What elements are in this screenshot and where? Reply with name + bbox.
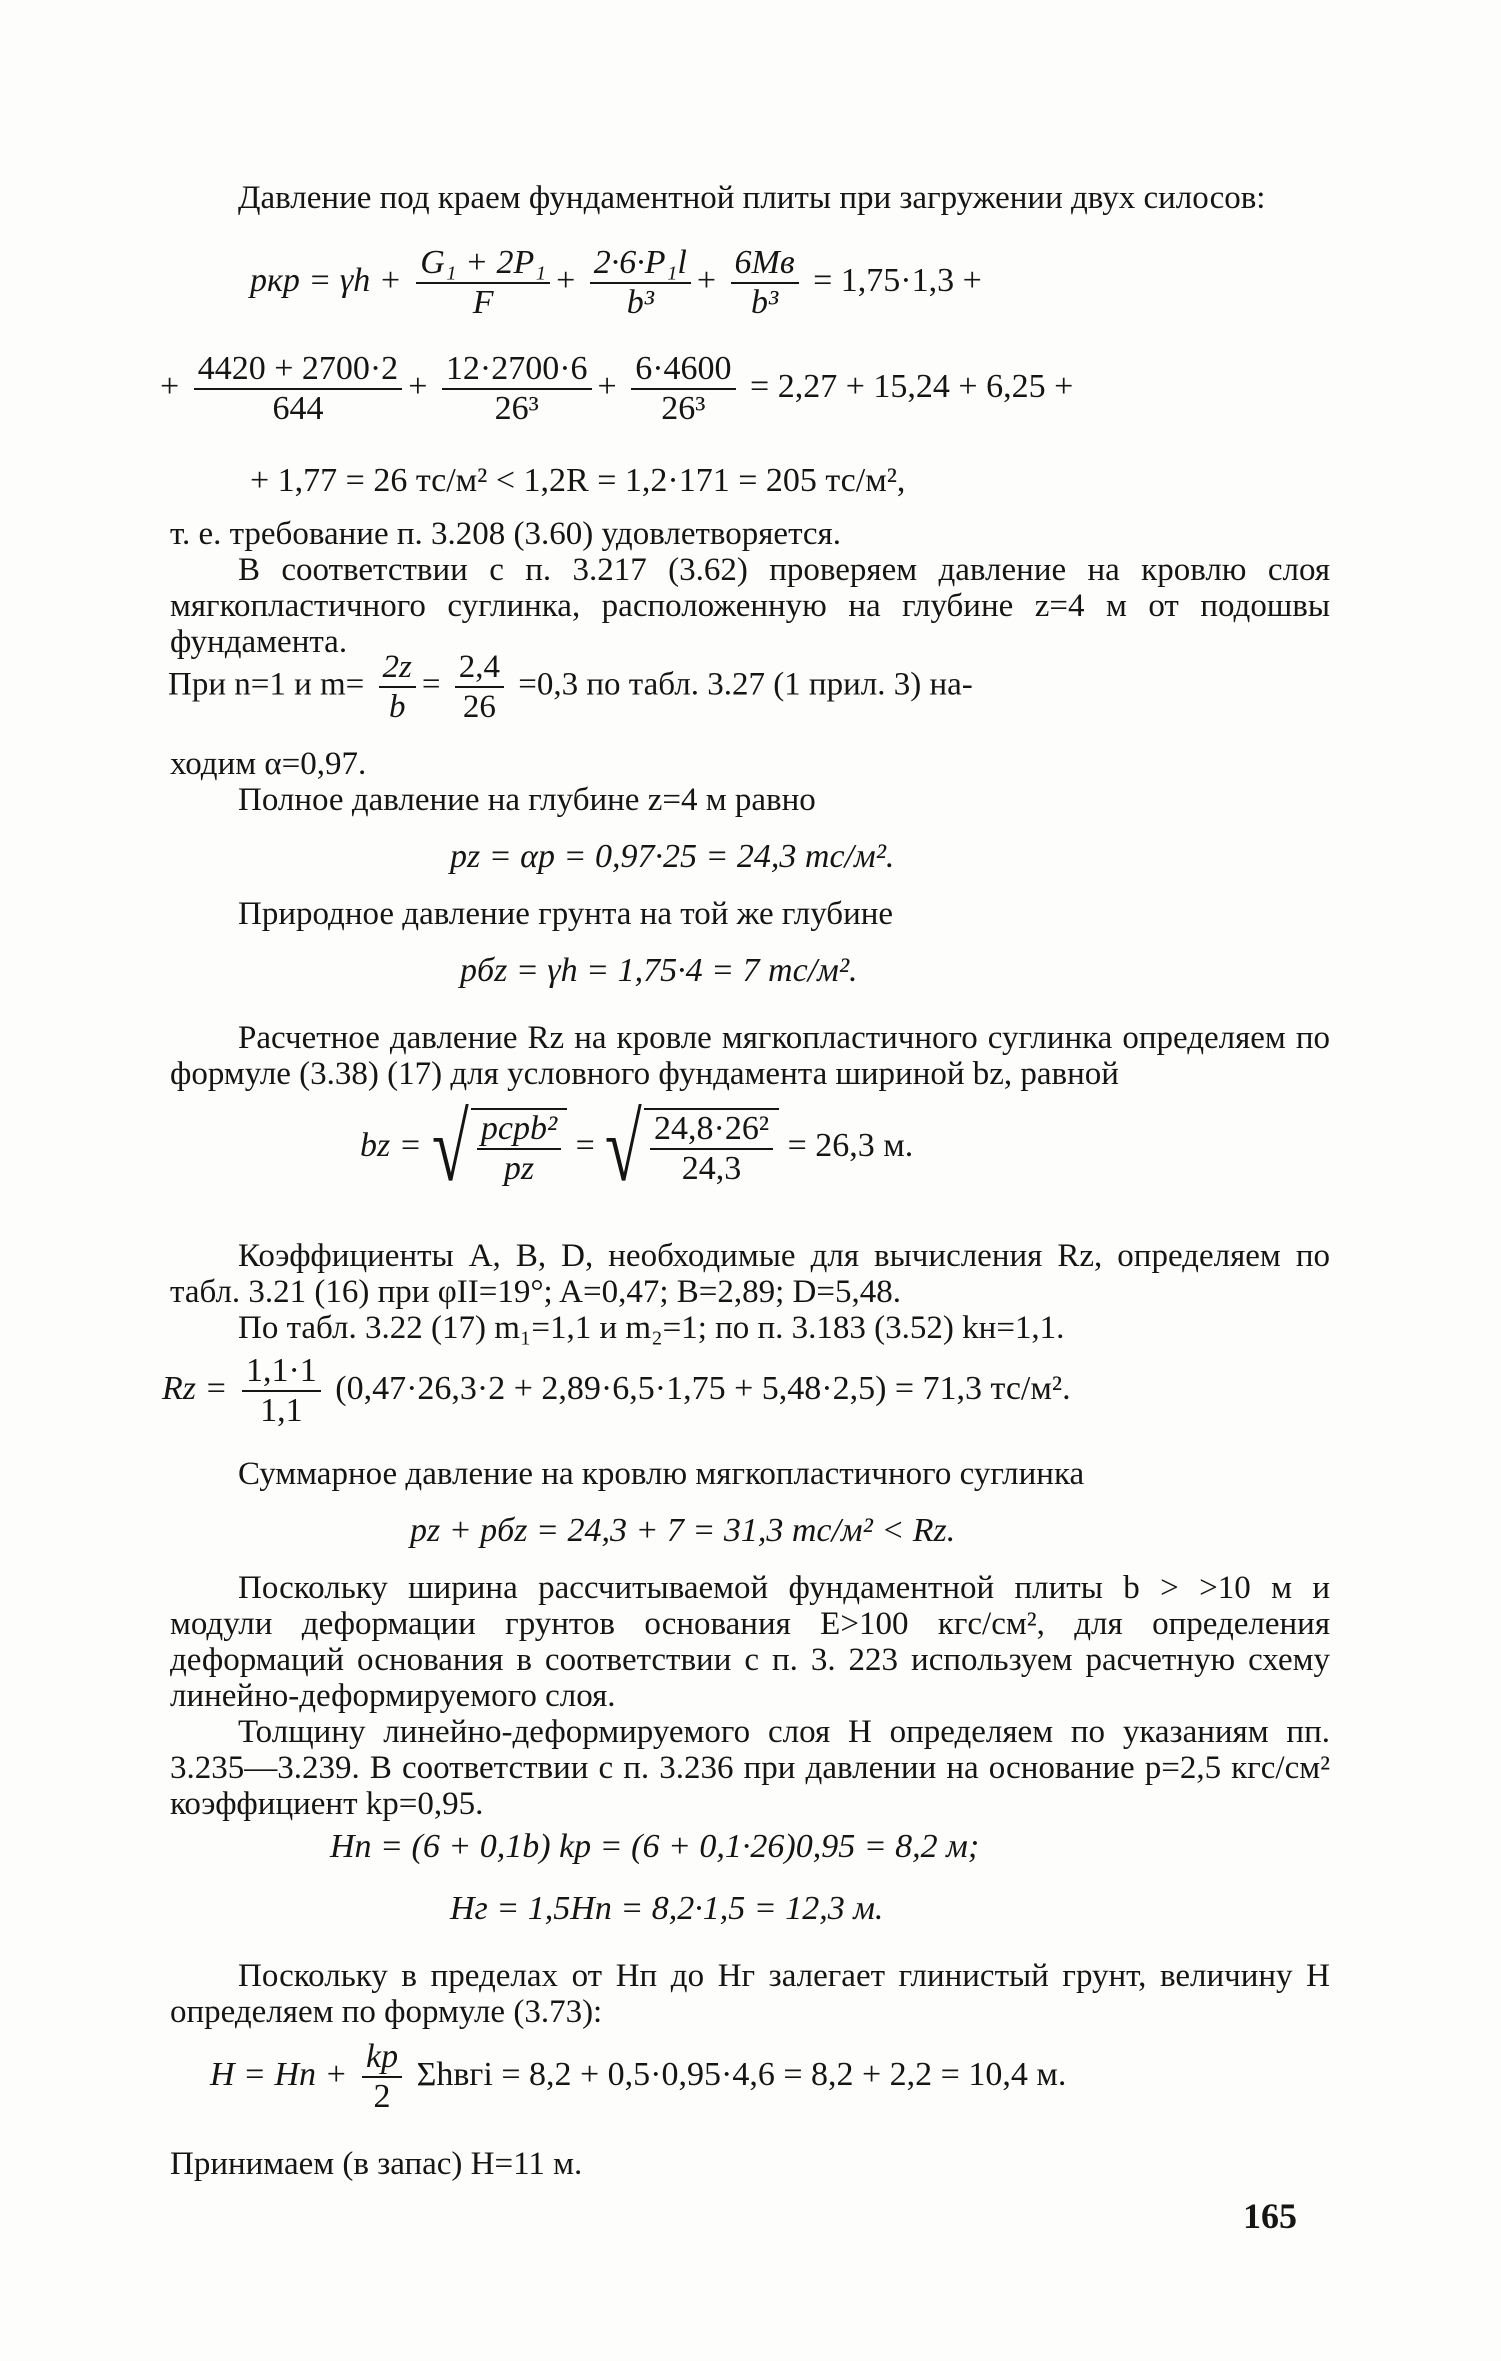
paragraph-total-pressure: Суммарное давление на кровлю мягкопластичного суглинка [238, 1456, 1085, 1492]
ratio-prefix: При n=1 и m= [168, 666, 365, 703]
paragraph-accepted: Принимаем (в запас) H=11 м. [170, 2146, 583, 2182]
paragraph-plate-width: Поскольку ширина рассчитываемой фундаментной плиты b > >10 м и модули деформации грунтов основания E>100 кгс/см², для определения деформаций основания в соответствии с п. 3. 223 используем расчетную схему линейно-деформируемого слоя. [170, 1570, 1330, 1714]
formula-h [210, 2038, 1066, 2116]
paragraph-natural-pressure: Природное давление грунта на той же глубине [238, 896, 894, 932]
fraction: $\frac{6\cdot 4600}{\text{26³}}$ [631, 350, 735, 428]
fraction: $\frac{kp}{2}$ [362, 2038, 402, 2116]
fraction: $\frac{\text{G₁ + 2P₁}}{F}$ [416, 244, 550, 322]
equals-sign: = [575, 1126, 595, 1164]
sqrt-sign: √ [605, 1094, 643, 1201]
paragraph-requirement: т. е. требование п. 3.208 (3.60) удовлетворяется. [170, 516, 841, 552]
formula-lhs: pкр = γh + [250, 261, 402, 299]
formula-rz [162, 1352, 1071, 1430]
formula-tail: = 2,27 + 15,24 + 6,25 + [750, 367, 1074, 405]
radicand: $\frac{\text{24,8·26²}}{24,3}$ [644, 1108, 779, 1188]
formula-hp: Hп = (6 + 0,1b) kp = (6 + 0,1·26)0,95 = 8,2 м; [330, 1828, 980, 1865]
paragraph-alpha: ходим α=0,97. [170, 746, 367, 782]
paragraph-table-322: По табл. 3.22 (17) m₁=1,1 и m₂=1; по п. 3.183 (3.52) kн=1,1. [238, 1310, 1065, 1346]
formula-tail: = 1,75·1,3 + [813, 261, 982, 299]
formula-tail: = 26,3 м. [787, 1126, 914, 1164]
paragraph-roof-check: В соответствии с п. 3.217 (3.62) проверяем давление на кровлю слоя мягкопластичного суглинка, расположенную на глубине z=4 м от подошвы фундамента. [170, 552, 1330, 660]
formula-pbz: pбz = γh = 1,75·4 = 7 тс/м². [460, 952, 858, 989]
paragraph-full-pressure: Полное давление на глубине z=4 м равно [238, 782, 816, 818]
fraction: 6Mв b³ [731, 244, 799, 322]
paragraph-design-pressure: Расчетное давление Rz на кровле мягкопластичного суглинка определяем по формуле (3.38) (17) для условного фундамента шириной bz, равной [170, 1020, 1330, 1092]
paragraph-coefficients: Коэффициенты A, B, D, необходимые для вычисления Rz, определяем по табл. 3.21 (16) при φII=19°; A=0,47; B=2,89; D=5,48. [170, 1238, 1330, 1310]
fraction: $\frac{1,1\cdot 1}{1,1}$ [242, 1352, 321, 1430]
formula-sum: pz + pбz = 24,3 + 7 = 31,3 тс/м² < Rz. [410, 1512, 956, 1549]
fraction: $\frac{2,4}{26}$ [455, 648, 504, 726]
formula-pressure-values: + $\frac{4420 + 2700\cdot 2}{644}$ + $\frac{12\cdot 2700\cdot 6}{\text{26³}}$ + $\frac{6\cdot 4600}{\text{26³}}$ = 2,27 + 15,24 + 6,25 + [160, 350, 1074, 427]
sqrt-sign: √ [432, 1094, 469, 1201]
formula-lhs: H = Hп + [210, 2055, 348, 2093]
ratio-suffix: =0,3 по табл. 3.27 (1 прил. 3) на- [518, 666, 973, 703]
fraction: $\frac{4420 + 2700\cdot 2}{644}$ [194, 350, 403, 428]
fraction: $\frac{2z}{b}$ [379, 648, 416, 726]
fraction: $\frac{\text{2·6·P₁l}}{\text{b³}}$ [590, 244, 691, 322]
page-number: 165 [1243, 2196, 1297, 2236]
fraction: $\frac{12\cdot 2700\cdot 6}{\text{26³}}$ [442, 350, 592, 428]
formula-lhs: Rz = [162, 1369, 228, 1407]
formula-tail: (0,47·26,3·2 + 2,89·6,5·1,75 + 5,48·2,5) = 71,3 тс/м². [335, 1369, 1071, 1407]
formula-bz [360, 1094, 914, 1201]
formula-lhs: bz = [360, 1126, 422, 1164]
paragraph-layer-thickness: Толщину линейно-деформируемого слоя H определяем по указаниям пп. 3.235—3.239. В соответствии с п. 3.236 при давлении на основание p=2,5 кгс/см² коэффициент kp=0,95. [170, 1714, 1330, 1822]
formula-pz: pz = αp = 0,97·25 = 24,3 тс/м². [450, 838, 895, 875]
radicand: pсрb² pz [471, 1108, 567, 1188]
formula-pressure-result: + 1,77 = 26 тс/м² < 1,2R = 1,2·171 = 205 тс/м², [250, 462, 906, 499]
formula-tail: Σhвгi = 8,2 + 0,5·0,95·4,6 = 8,2 + 2,2 = 10,4 м. [416, 2055, 1067, 2093]
formula-m-ratio: При n=1 и m= $\frac{2z}{b}$ = $\frac{2,4}{26}$ =0,3 по табл. 3.27 (1 прил. 3) на- [168, 649, 973, 725]
formula-pressure-edge: pкр = γh + $\frac{\text{G₁ + 2P₁}}{F}$ + $\frac{\text{2·6·P₁l}}{\text{b³}}$ + 6Mв b³ = 1,75·1,3 + [250, 244, 982, 321]
paragraph-clay-soil: Поскольку в пределах от Hп до Hг залегает глинистый грунт, величину H определяем по формуле (3.73): [170, 1958, 1330, 2030]
formula-hg: Hг = 1,5Hп = 8,2·1,5 = 12,3 м. [450, 1890, 884, 1927]
paragraph-intro: Давление под краем фундаментной плиты при загружении двух силосов: [238, 180, 1266, 216]
